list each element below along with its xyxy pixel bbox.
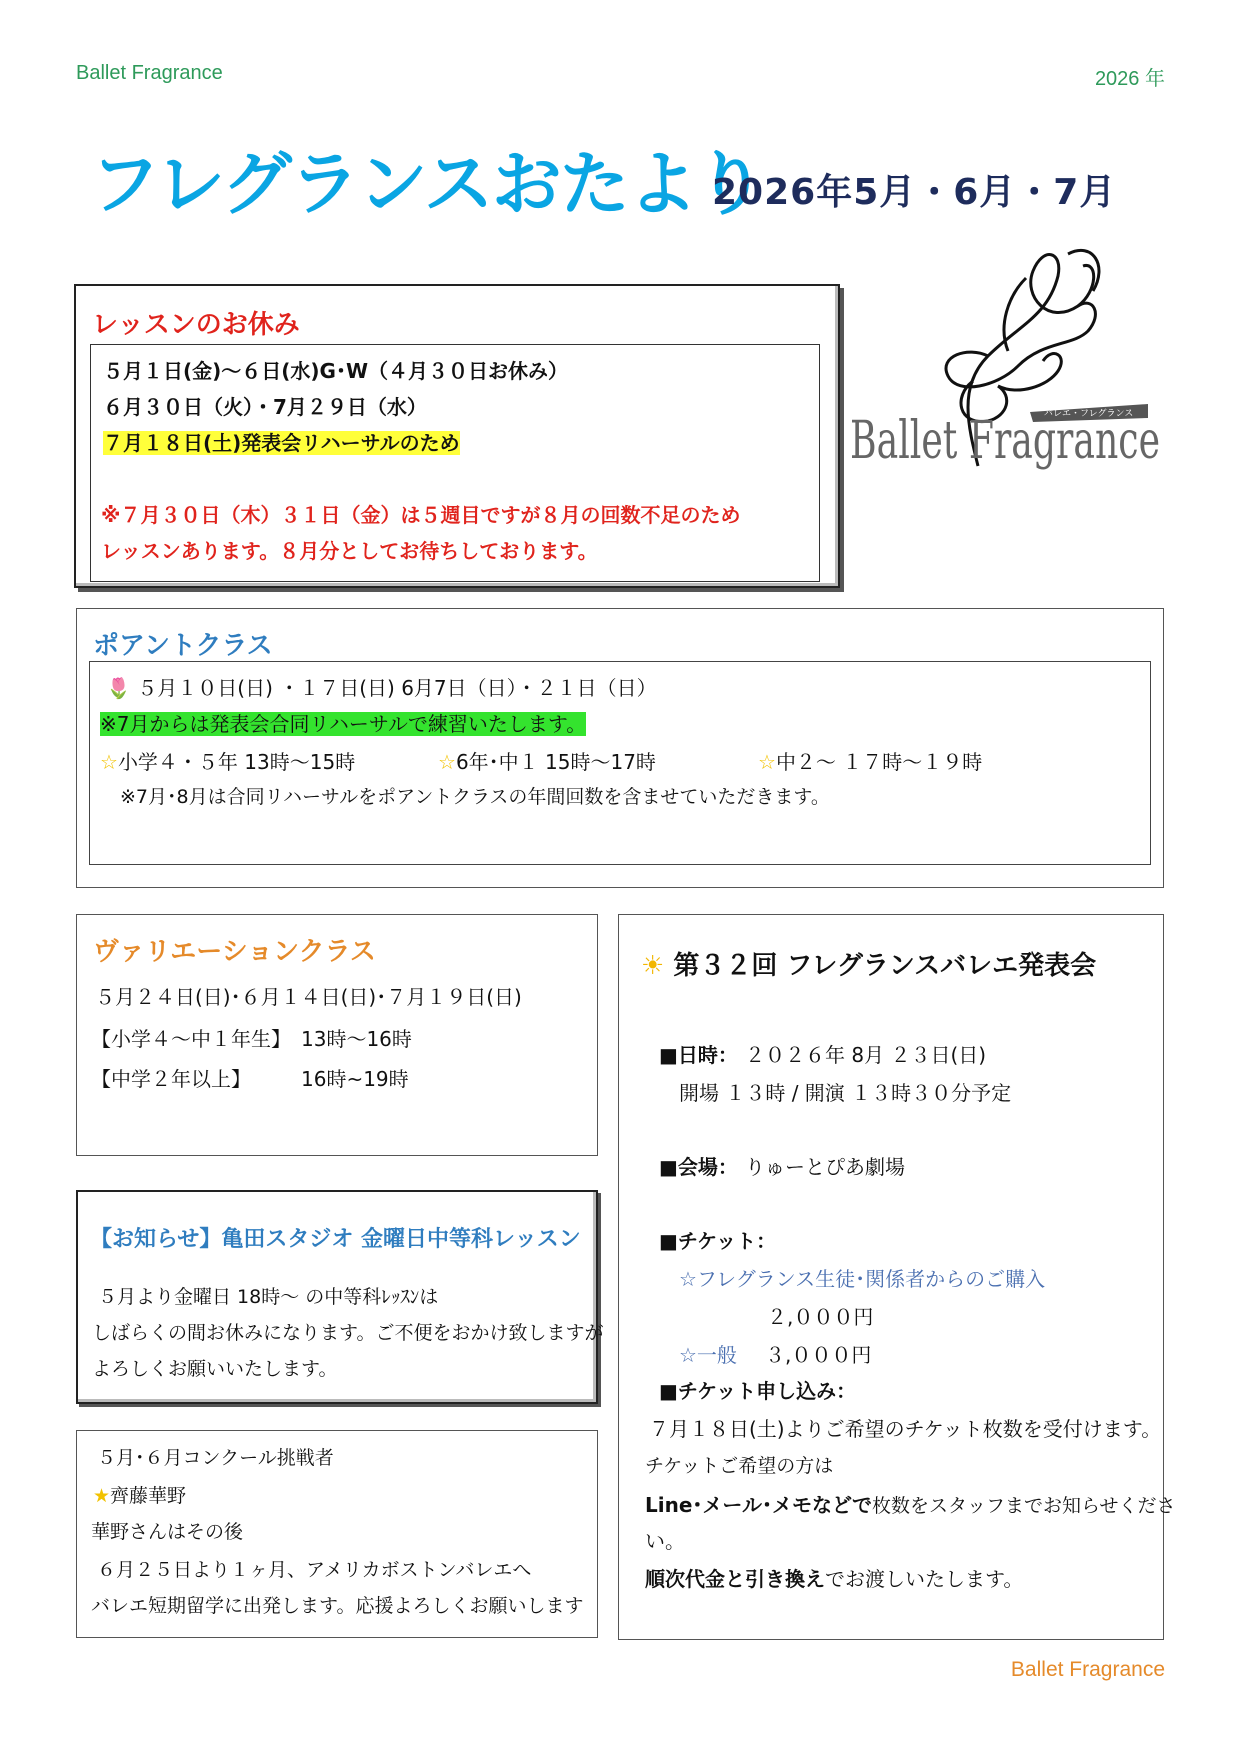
recital-apply-4: い。: [645, 1529, 685, 1553]
concours-line-4: バレエ短期留学に出発します。応援よろしくお願いします: [91, 1595, 584, 1617]
pointe-class-3: 中２～ １７時～１９時: [775, 750, 983, 774]
recital-apply-1: ７月１８日(土)よりご希望のチケット枚数を受付けます。: [649, 1417, 1162, 1441]
page-title: フレグランスおたより: [90, 143, 764, 225]
star-icon: ☆: [758, 750, 776, 774]
concours-line-2: 華野さんはその後: [91, 1521, 244, 1543]
notice-line-3: よろしくお願いいたします。: [92, 1358, 338, 1380]
variation-row1-label: 【小学４～中１年生】: [91, 1027, 291, 1051]
ballet-fragrance-logo: [848, 236, 1168, 526]
pointe-notice: ※7月からは発表会合同リハーサルで練習いたします。: [100, 712, 587, 736]
star-icon: ☆: [438, 750, 456, 774]
notice-line-1: ５月より金曜日 18時～ の中等科ﾚｯｽﾝは: [98, 1286, 439, 1308]
recital-ticket-label: ■チケット：: [659, 1229, 777, 1253]
logo-small-text: バレエ・フレグランス: [1044, 409, 1134, 419]
concours-box: [76, 1430, 598, 1638]
recital-venue-value: りゅーとぴあ劇場: [745, 1155, 905, 1179]
concours-line-1: ５月･６月コンクール挑戦者: [97, 1447, 334, 1469]
recital-ticket1-price: ２,０００円: [767, 1305, 874, 1329]
pointe-heading: ポアントクラス: [93, 631, 273, 661]
recital-apply-5-rest: でお渡しいたします。: [825, 1567, 1024, 1591]
header-brand: Ballet Fragrance: [76, 62, 223, 84]
holiday-line-1: ５月１日(金)～６日(水)G･W（４月３０日お休み）: [103, 359, 569, 383]
sun-icon: ☀: [641, 951, 665, 981]
recital-ticket1-label: ☆フレグランス生徒･関係者からのご購入: [679, 1267, 1046, 1291]
variation-dates: ５月２４日(日)･６月１４日(日)･７月１９日(日): [95, 985, 522, 1009]
logo-text: Ballet Fragrance: [850, 411, 1160, 471]
holiday-box: [74, 284, 840, 588]
pointe-inner: [89, 661, 1151, 865]
notice-heading: 【お知らせ】亀田スタジオ 金曜日中等科レッスン: [90, 1227, 581, 1252]
variation-row2-time: 16時~19時: [301, 1067, 409, 1091]
recital-heading-row: [641, 945, 1096, 982]
recital-apply-5-bold: 順次代金と引き換え: [645, 1567, 825, 1591]
star-icon: ★: [93, 1485, 111, 1507]
dancer-logo-icon: [848, 236, 1168, 526]
pointe-box: [76, 608, 1164, 888]
tulip-icon: 🌷: [106, 676, 131, 700]
variation-box: [76, 914, 598, 1156]
variation-row1-time: 13時～16時: [301, 1027, 412, 1051]
holiday-note-2: レッスンあります。８月分としてお待ちしております。: [101, 539, 598, 563]
recital-heading: 第３２回 フレグランスバレエ発表会: [673, 951, 1097, 981]
pointe-class-2: 6年･中１ 15時～17時: [455, 750, 656, 774]
recital-apply-3-rest: 枚数をスタッフまでお知らせくださ: [872, 1495, 1176, 1517]
notice-box: [76, 1190, 604, 1404]
holiday-note-1: ※７月３０日（木）３１日（金）は５週目ですが８月の回数不足のため: [101, 503, 741, 527]
variation-heading: ヴァリエーションクラス: [93, 937, 376, 967]
recital-venue-label: ■会場：: [659, 1155, 738, 1179]
pointe-note: ※7月･8月は合同リハーサルをポアントクラスの年間回数を含ませていただきます。: [120, 786, 830, 808]
variation-row2-label: 【中学２年以上】: [91, 1067, 251, 1091]
star-icon: ☆: [100, 750, 118, 774]
recital-time: 開場 １３時 / 開演 １３時３０分予定: [679, 1081, 1012, 1105]
recital-date-value: ２０２６年 8月 ２３日(日): [745, 1043, 987, 1067]
notice-line-2: しばらくの間お休みになります。ご不便をおかけ致しますが: [92, 1322, 604, 1344]
recital-date-label: ■日時：: [659, 1043, 738, 1067]
recital-ticket2-label: ☆一般: [679, 1343, 737, 1367]
holiday-heading: レッスンのお休み: [92, 310, 300, 340]
header-year: 2026 年: [1094, 68, 1165, 90]
footer-brand: Ballet Fragrance: [1010, 1658, 1165, 1681]
pointe-class-1: 小学４・５年 13時～15時: [117, 750, 356, 774]
recital-ticket2-price: ３,０００円: [765, 1343, 872, 1367]
concours-name: 齊藤華野: [110, 1485, 187, 1507]
recital-apply-2: チケットご希望の方は: [645, 1455, 834, 1477]
recital-box: [618, 914, 1176, 1640]
pointe-dates: ５月１０日(日) ・１７日(日) 6月7日（日）・２１日（日）: [137, 676, 657, 700]
holiday-line-2: ６月３０日（火）・7月２９日（水）: [103, 395, 427, 419]
recital-apply-3-bold: Line･メール･メモなどで: [645, 1493, 873, 1517]
concours-line-3: ６月２５日より１ヶ月、アメリカボストンバレエへ: [97, 1559, 532, 1581]
page-subtitle: 2026年5月・6月・7月: [712, 172, 1117, 213]
recital-apply-label: ■チケット申し込み：: [659, 1379, 857, 1403]
holiday-inner: [90, 344, 820, 582]
holiday-line-3: ７月１８日(土)発表会リハーサルのため: [103, 431, 460, 455]
